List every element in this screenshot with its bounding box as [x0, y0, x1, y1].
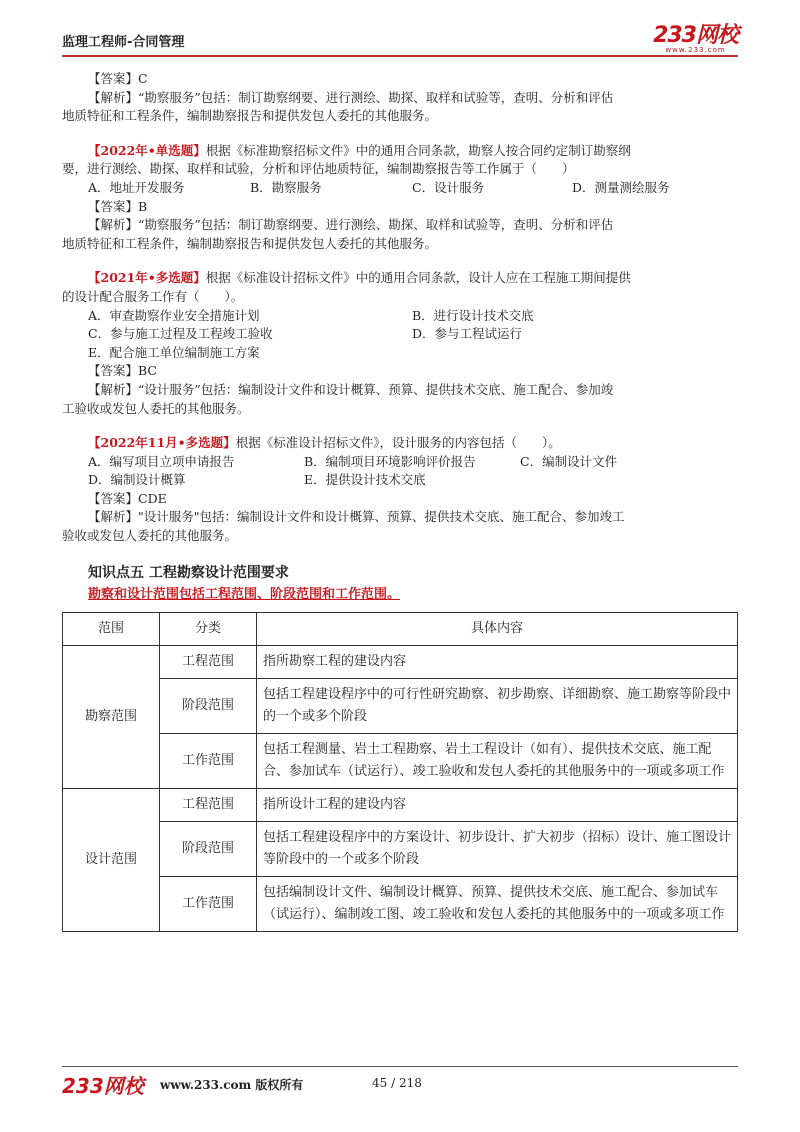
row-category: 阶段范围	[160, 822, 257, 877]
row-content: 包括编制设计文件、编制设计概算、预算、提供技术交底、施工配合、参加试车（试运行）、编制竣工图、竣工验收和发包人委托的其他服务中的一项或多项工作	[257, 877, 738, 932]
q4-option-e: E．提供设计技术交底	[304, 472, 426, 488]
q2-option-a: A．地址开发服务	[88, 179, 185, 195]
q2-answer: 【答案】B	[88, 198, 148, 214]
q2-option-d: D．测量测绘服务	[572, 179, 670, 195]
table-row	[63, 646, 738, 679]
q4-option-b: B．编制项目环境影响评价报告	[304, 453, 476, 469]
brand-logo[interactable]	[653, 18, 738, 54]
row-category: 阶段范围	[160, 679, 257, 734]
table-header-scope: 范围	[63, 613, 160, 646]
table-row	[63, 822, 738, 877]
table-header-row	[63, 613, 738, 646]
q2-option-c: C．设计服务	[412, 179, 485, 195]
knowledge-point-subtitle: 勘察和设计范围包括工程范围、阶段范围和工作范围。	[88, 587, 401, 603]
group-design: 设计范围	[63, 789, 160, 932]
table-row	[63, 789, 738, 822]
table-row	[63, 877, 738, 932]
q1-analysis: 【解析】“勘察服务”包括：制订勘察纲要、进行测绘、勘探、取样和试验等，查明、分析和评估	[88, 89, 614, 105]
q3-option-a: A．审查勘察作业安全措施计划	[88, 307, 260, 323]
q2-text: 根据《标准勘察招标文件》中的通用合同条款，勘察人按合同约定制订勘察纲	[205, 142, 631, 158]
q2-option-b: B．勘察服务	[250, 179, 322, 195]
row-category: 工程范围	[160, 789, 257, 822]
row-category: 工作范围	[160, 877, 257, 932]
q4-tag: 【2022年11月•多选题】	[88, 435, 236, 451]
q1-answer: 【答案】C	[88, 71, 148, 86]
q3-options-row1	[62, 307, 738, 326]
row-content: 包括工程建设程序中的可行性研究勘察、初步勘察、详细勘察、施工勘察等阶段中的一个或多个阶段	[257, 679, 738, 734]
q4-option-c: C．编制设计文件	[520, 453, 618, 469]
q3-tag: 【2021年•多选题】	[88, 270, 206, 286]
q4-options-row2	[62, 471, 738, 490]
q2-tag: 【2022年•单选题】	[88, 142, 206, 158]
q1-analysis-cont: 地质特征和工程条件，编制勘察报告和提供发包人委托的其他服务。	[62, 108, 438, 124]
row-category: 工作范围	[160, 734, 257, 789]
logo-url: www.233.com	[665, 46, 726, 54]
row-category: 工程范围	[160, 646, 257, 679]
q4-analysis: 【解析】"设计服务"包括：编制设计文件和设计概算、预算、提供技术交底、施工配合、参加竣工	[88, 509, 625, 525]
q4-option-a: A．编写项目立项申请报告	[88, 453, 235, 469]
q2-options	[62, 179, 738, 198]
q4-options-row1	[62, 453, 738, 472]
q2-analysis-cont: 地质特征和工程条件，编制勘察报告和提供发包人委托的其他服务。	[62, 235, 438, 251]
q4-analysis-cont: 验收或发包人委托的其他服务。	[62, 528, 238, 544]
q3-options-row2	[62, 325, 738, 344]
page-number: 45 / 218	[372, 1076, 422, 1090]
q3-option-d: D．参与工程试运行	[412, 326, 523, 342]
q3-answer: 【答案】BC	[88, 363, 157, 379]
table-header-category: 分类	[160, 613, 257, 646]
row-content: 指所勘察工程的建设内容	[257, 646, 738, 679]
q4-option-d: D．编制设计概算	[88, 472, 186, 488]
logo-text: 233网校	[653, 23, 738, 48]
q4-text: 根据《标准设计招标文件》，设计服务的内容包括（ ）。	[235, 435, 561, 451]
q4-answer: 【答案】CDE	[88, 490, 167, 506]
q3-option-e: E．配合施工单位编制施工方案	[88, 344, 260, 360]
table-header-content: 具体内容	[257, 613, 738, 646]
q3-option-b: B．进行设计技术交底	[412, 307, 534, 323]
knowledge-point-title: 知识点五 工程勘察设计范围要求	[88, 564, 289, 581]
document-body	[62, 70, 738, 605]
q3-analysis-cont: 工验收或发包人委托的其他服务。	[62, 400, 250, 416]
scope-table	[62, 612, 738, 932]
table-row	[63, 679, 738, 734]
q3-option-c: C．参与施工过程及工程竣工验收	[88, 326, 273, 342]
q3-analysis: 【解析】“设计服务”包括：编制设计文件和设计概算、预算、提供技术交底、施工配合、参加竣	[88, 381, 614, 397]
q3-question	[62, 269, 738, 288]
row-content: 包括工程建设程序中的方案设计、初步设计、扩大初步（招标）设计、施工图设计等阶段中的一个或多个阶段	[257, 822, 738, 877]
q3-text: 根据《标准设计招标文件》中的通用合同条款，设计人应在工程施工期间提供	[205, 270, 631, 286]
footer-rule	[62, 1066, 738, 1067]
row-content: 包括工程测量、岩土工程勘察、岩土工程设计（如有）、提供技术交底、施工配合、参加试车（试运行）、竣工验收和发包人委托的其他服务中的一项或多项工作	[257, 734, 738, 789]
group-survey: 勘察范围	[63, 646, 160, 789]
footer-copyright: www.233.com 版权所有	[160, 1078, 304, 1092]
q2-analysis: 【解析】“勘察服务”包括：制订勘察纲要、进行测绘、勘探、取样和试验等，查明、分析和评估	[88, 217, 614, 233]
q4-question	[62, 434, 738, 453]
page-header-title: 监理工程师-合同管理	[62, 35, 185, 50]
table-row	[63, 734, 738, 789]
footer-logo[interactable]: 233网校	[62, 1074, 144, 1098]
q3-question-cont: 的设计配合服务工作有（ ）。	[62, 288, 244, 304]
header-rule	[62, 55, 738, 57]
row-content: 指所设计工程的建设内容	[257, 789, 738, 822]
q2-question-cont: 要，进行测绘、勘探、取样和试验，分析和评估地质特征，编制勘察报告等工作属于（ ）	[62, 161, 575, 177]
q2-question	[62, 142, 738, 161]
